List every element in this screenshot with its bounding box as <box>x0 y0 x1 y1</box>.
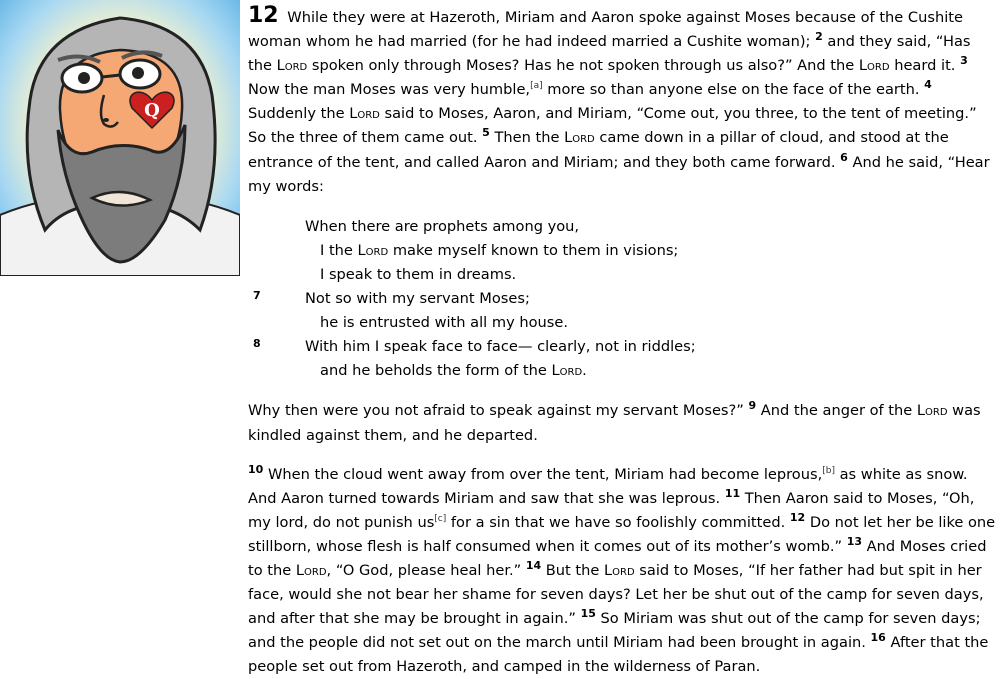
divine-name: Lord <box>604 561 635 579</box>
divine-name: Lord <box>916 402 948 420</box>
poem-line <box>248 311 996 335</box>
text-run: said to Moses, “If her father had but spit in her face, would she not bear her shame for seven days? Let her be shut out of the camp for seven days, and after that she may be brought in again.” <box>248 561 984 628</box>
divine-name: Lord <box>295 561 327 579</box>
paragraph-2 <box>248 399 996 447</box>
text-run: Why then were you not afraid to speak against my servant Moses?” <box>248 402 744 420</box>
verse-number: 8 <box>253 337 261 351</box>
divine-name: Lord <box>276 57 308 75</box>
text-run <box>320 239 678 263</box>
verse-number: 14 <box>525 559 542 573</box>
text-run: I the <box>320 241 358 259</box>
verse-number: 13 <box>846 535 863 549</box>
paragraph-1 <box>248 4 996 199</box>
text-run <box>320 359 587 383</box>
text-run: heard it. <box>894 57 956 75</box>
poem-block <box>248 215 996 384</box>
verse-number: 7 <box>253 289 261 303</box>
text-run: With him I speak face to face— clearly, not in riddles; <box>305 338 696 356</box>
heart-badge-letter: Q <box>144 100 160 121</box>
verse-number: 11 <box>724 486 741 500</box>
text-run: and he beholds the form of the <box>320 362 552 380</box>
verse-number: 16 <box>870 631 886 645</box>
text-run: spoken only through Moses? Has he not spoken through us also?” And the <box>311 57 855 75</box>
verse-number: 3 <box>960 54 968 68</box>
text-run: Then the <box>494 129 560 147</box>
text-run: So Miriam was shut out of the camp for seven days; and the people did not set out on the march until Miriam had been brought in again. <box>248 610 981 652</box>
text-run: And he said, “Hear my words: <box>248 153 990 195</box>
text-run: After that the people set out from Hazeroth, and camped in the wilderness of Paran. <box>248 634 989 676</box>
text-run: And Moses cried to the <box>248 537 987 579</box>
divine-name: Lord <box>357 241 389 259</box>
text-run: and they said, “Has the <box>248 33 971 75</box>
poem-line <box>248 287 996 311</box>
footnote-link[interactable]: [c] <box>434 513 447 524</box>
text-run: for a sin that we have so foolishly committed. <box>450 513 786 531</box>
footnote-link[interactable]: [a] <box>530 81 543 92</box>
text-run: While they were at Hazeroth, Miriam and Aaron spoke against Moses because of the Cushite woman whom he had married (for he had indeed married a Cushite woman); <box>248 9 963 51</box>
text-run: Then Aaron said to Moses, “Oh, my lord, do not punish us <box>248 489 975 531</box>
verse-number: 15 <box>580 607 596 621</box>
verse-number: 12 <box>789 510 806 524</box>
text-run: Not so with my servant Moses; <box>305 290 530 308</box>
verse-number: 5 <box>482 126 490 140</box>
poem-line <box>248 215 996 239</box>
text-run: more so than anyone else on the face of the earth. <box>547 81 920 99</box>
verse-number: 4 <box>924 78 932 92</box>
avatar-illustration <box>0 0 240 276</box>
text-run: When the cloud went away from over the tent, Miriam had become leprous, <box>267 465 823 483</box>
text-run: Suddenly the <box>248 105 345 123</box>
text-run: said to Moses, Aaron, and Miriam, “Come out, you three, to the tent of meeting.” So the three of them came out. <box>248 105 977 147</box>
divine-name: Lord <box>551 362 583 380</box>
text-run: When there are prophets among you, <box>305 217 580 235</box>
verse-number: 6 <box>840 150 848 164</box>
text-run: make myself known to them in visions; <box>388 241 679 259</box>
poem-line <box>248 335 996 359</box>
text-run: he is entrusted with all my house. <box>320 314 569 332</box>
divine-name: Lord <box>349 105 380 123</box>
poem-line <box>248 239 996 263</box>
verse-number: 2 <box>815 30 823 44</box>
text-run: I speak to them in dreams. <box>320 265 517 283</box>
text-run: And the anger of the <box>760 402 913 420</box>
poem-line <box>248 263 996 287</box>
text-run: came down in a pillar of cloud, and stood at the entrance of the tent, and called Aaron and Miriam; and they both came forward. <box>248 129 949 171</box>
verse-number: 9 <box>748 399 757 413</box>
text-run: was kindled against them, and he departed. <box>248 402 981 444</box>
text-run: as white as snow. And Aaron turned towards Miriam and saw that she was leprous. <box>248 465 968 507</box>
chapter-number: 12 <box>248 3 279 28</box>
text-run: Now the man Moses was very humble, <box>248 81 531 99</box>
poem-line <box>248 359 996 383</box>
paragraph-3 <box>248 463 996 679</box>
divine-name: Lord <box>564 129 595 147</box>
text-run: . <box>582 362 587 380</box>
text-run: Do not let her be like one stillborn, whose flesh is half consumed when it comes out of its mother’s womb.” <box>248 513 996 555</box>
text-run: But the <box>545 561 600 579</box>
verse-number: 10 <box>248 462 264 476</box>
divine-name: Lord <box>858 57 890 75</box>
footnote-link[interactable]: [b] <box>822 465 835 476</box>
wojak-avatar-image <box>0 0 240 276</box>
scripture-passage <box>248 4 996 679</box>
text-run: , “O God, please heal her.” <box>326 561 522 579</box>
